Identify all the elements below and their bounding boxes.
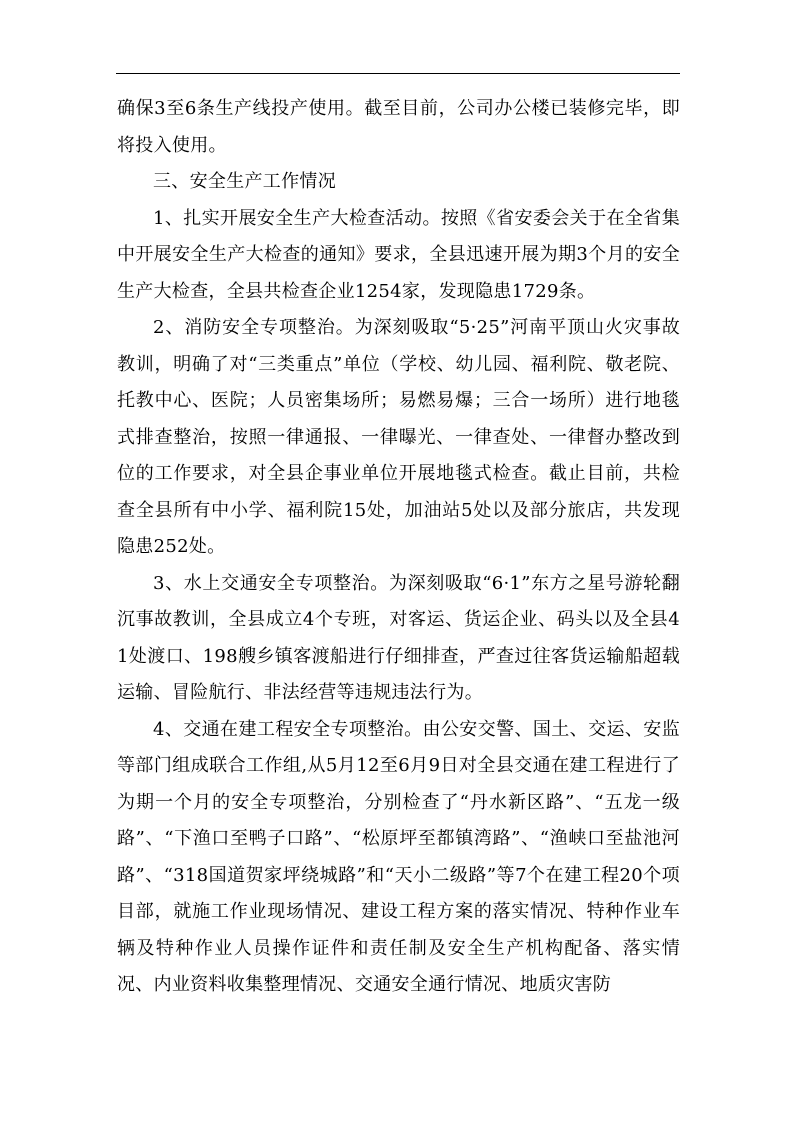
paragraph-safety-inspection: 1、扎实开展安全生产大检查活动。按照《省安委会关于在全省集中开展安全生产大检查的通知》要求，全县迅速开展为期3个月的安全生产大检查，全县共检查企业1254家，发现隐患1729条。 <box>117 207 680 302</box>
paragraph-water-traffic: 3、水上交通安全专项整治。为深刻吸取“6·1”东方之星号游轮翻沉事故教训，全县成立4个专班，对客运、货运企业、码头以及全县41处渡口、198艘乡镇客渡船进行仔细排查，严查过往客货运输船超载运输、冒险航行、非法经营等违规违法行为。 <box>117 572 680 703</box>
section-heading: 三、安全生产工作情况 <box>153 171 336 192</box>
paragraph-construction-safety: 4、交通在建工程安全专项整治。由公安交警、国土、交运、安监等部门组成联合工作组,从5月12至6月9日对全县交通在建工程进行了为期一个月的安全专项整治，分别检查了“丹水新区路”、“五龙一级路”、“下渔口至鸭子口路”、“松原坪至都镇湾路”、“渔峡口至盐池河路”、“318国道贺家坪绕城路”和“天小二级路”等7个在建工程20个项目部，就施工作业现场情况、建设工程方案的落实情况、特种作业车辆及特种作业人员操作证件和责任制及安全生产机构配备、落实情况、内业资料收集整理情况、交通安全通行情况、地质灾害防 <box>117 718 680 995</box>
header-rule <box>116 73 680 74</box>
paragraph-continuation: 确保3至6条生产线投产使用。截至目前，公司办公楼已装修完毕，即将投入使用。 <box>117 98 680 156</box>
paragraph-fire-safety: 2、消防安全专项整治。为深刻吸取“5·25”河南平顶山火灾事故教训，明确了对“三类重点”单位（学校、幼儿园、福利院、敬老院、托教中心、医院；人员密集场所；易燃易爆；三合一场所）进行地毯式排查整治，按照一律通报、一律曝光、一律查处、一律督办整改到位的工作要求，对全县企事业单位开展地毯式检查。截止目前，共检查全县所有中小学、福利院15处，加油站5处以及部分旅店，共发现隐患252处。 <box>117 317 680 557</box>
document-body <box>117 91 680 1004</box>
